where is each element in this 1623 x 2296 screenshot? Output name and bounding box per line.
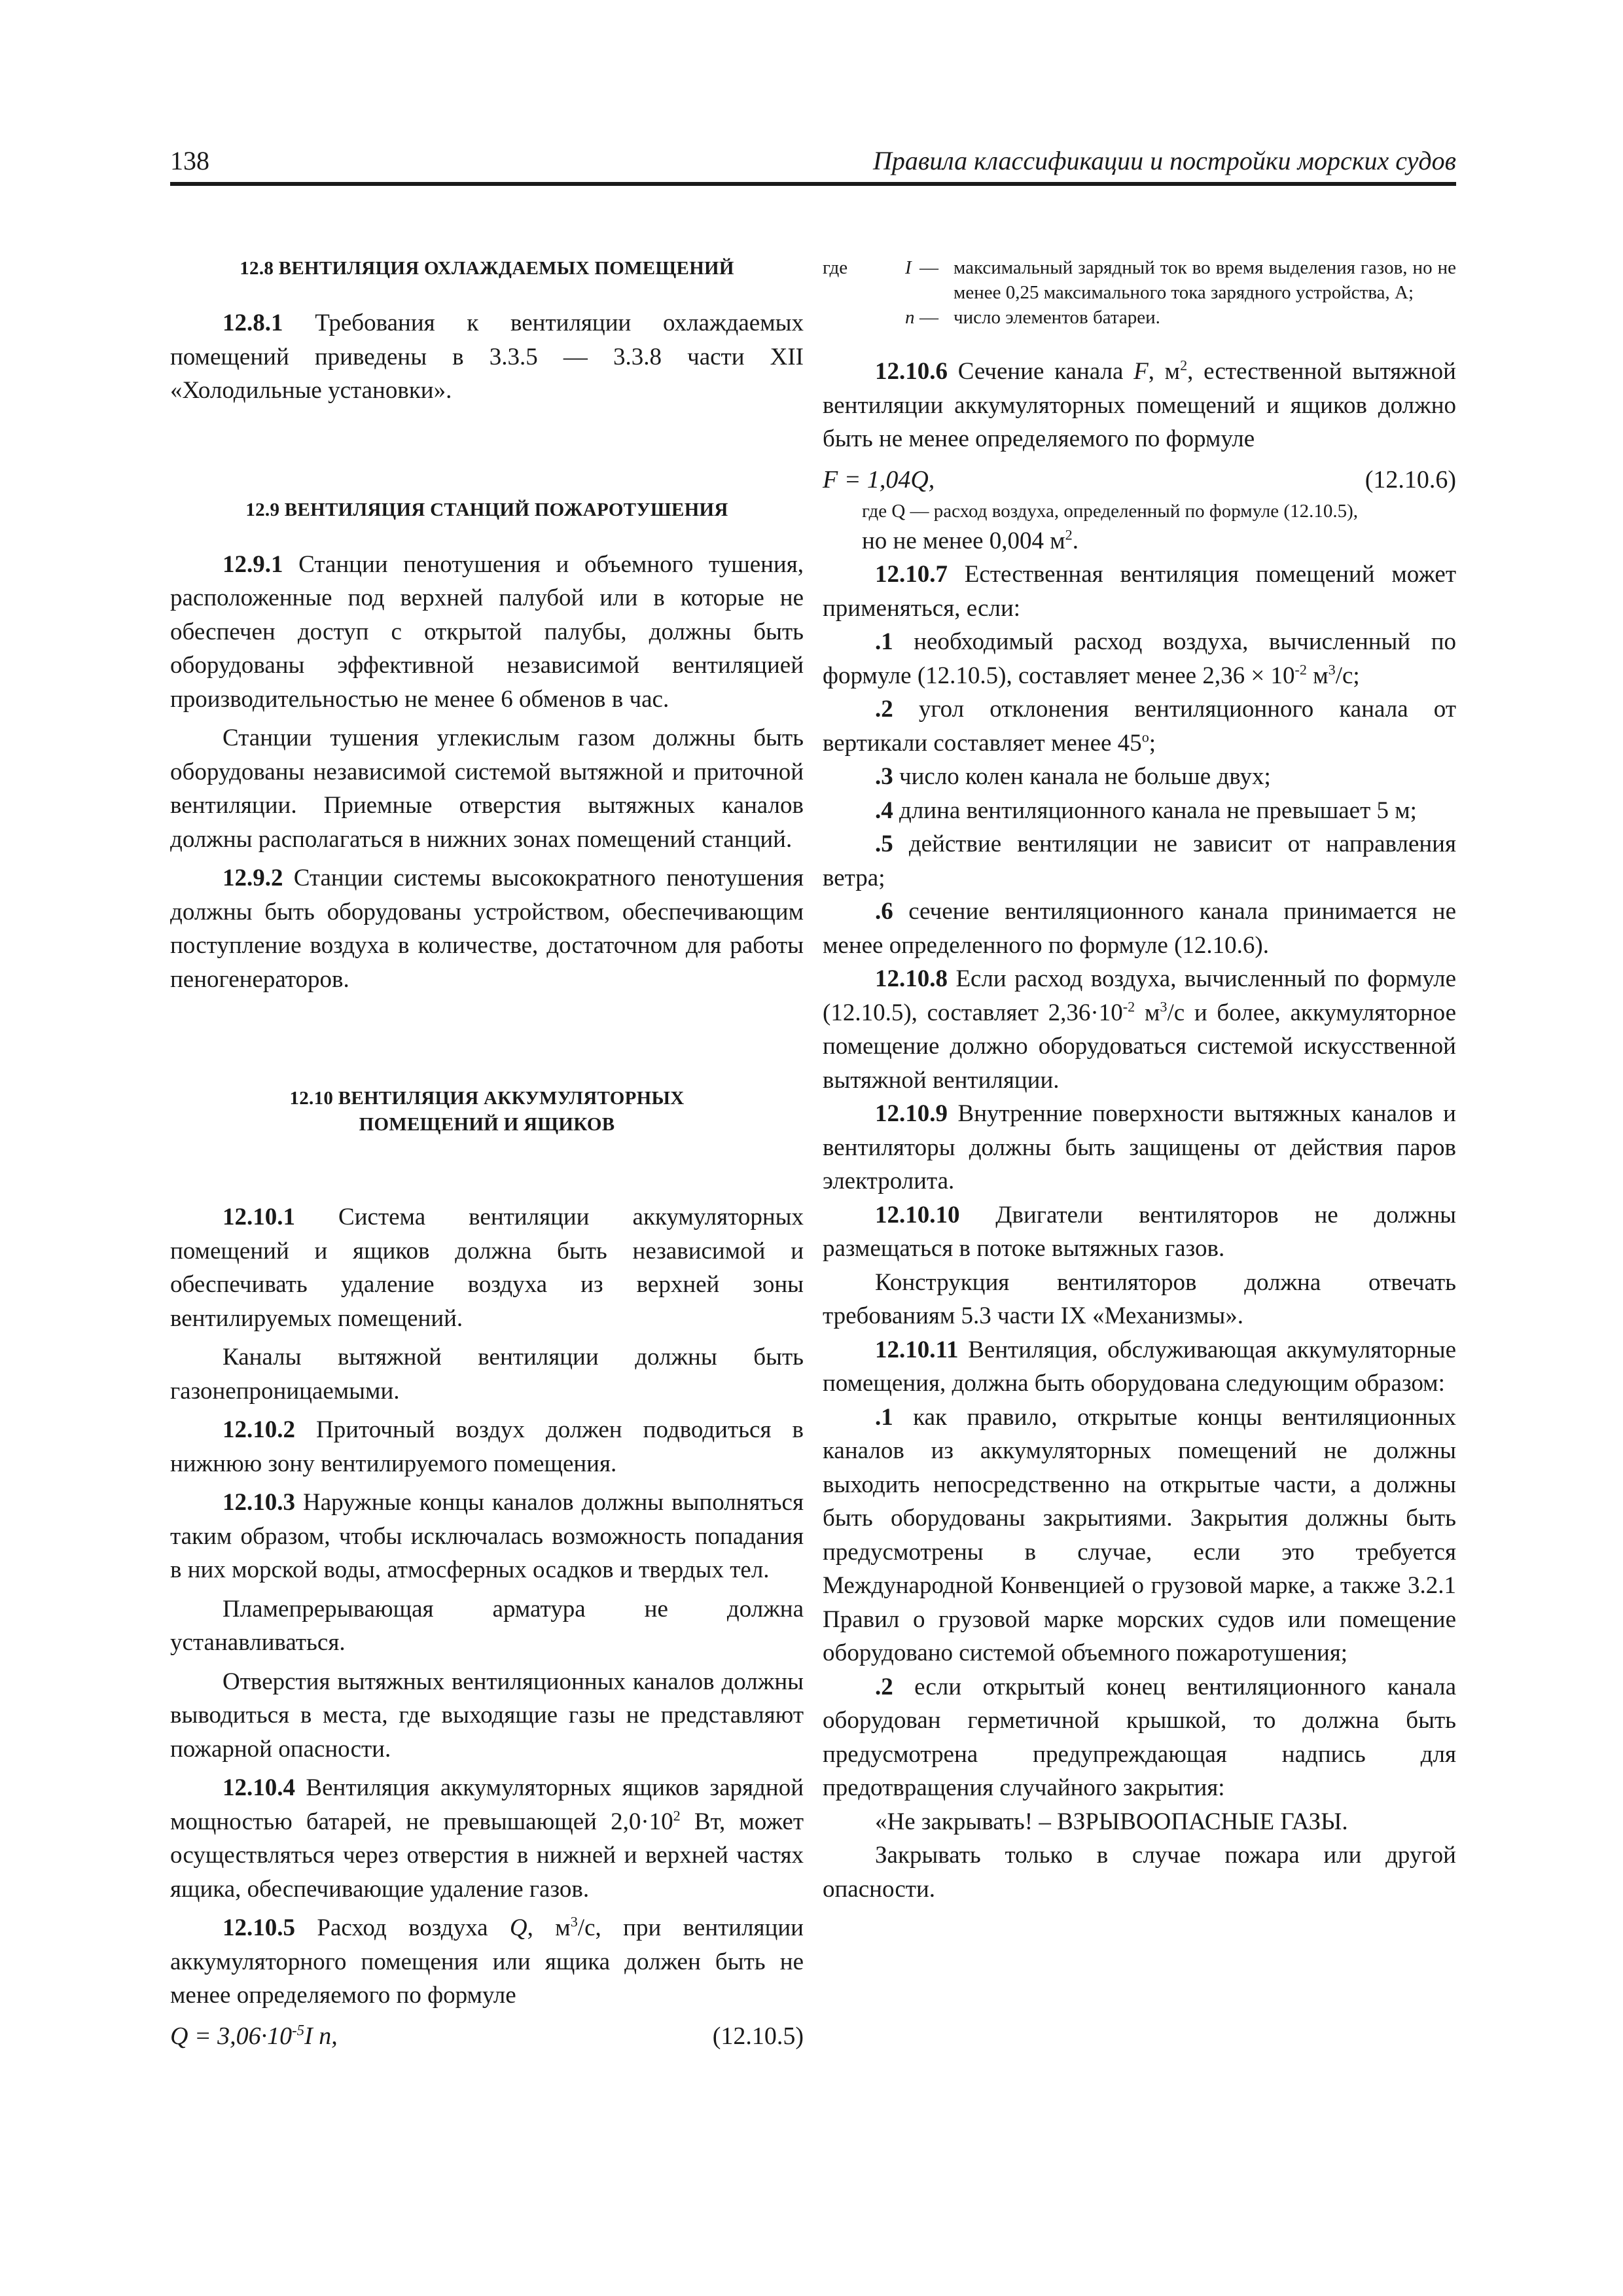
paragraph-12-10-8: 12.10.8 Если расход воздуха, вычисленный по формуле (12.10.5), составляет $2,36\cdot 10^{-2}$ $м^3/с$ и более, аккумуляторное помещение должно оборудоваться системой искусственной вытяжной вентиляции. xyxy=(823,965,1456,1094)
list-item-j1: .1 как правило, открытые концы вентиляционных каналов из аккумуляторных помещений не должны выходить непосредственно на открытые части, а должны быть оборудованы закрытиями. Закрытия должны быть предусмотрены в случае, если это требуется Международной Конвенцией о грузовой марке, а также 3.2.1 Правил о грузовой марке морских судов или помещение оборудовано системой объемного пожаротушения; xyxy=(823,1403,1456,1666)
paragraph-12-10-6: 12.10.6 Сечение канала F, $м^2$, естественной вытяжной вентиляции аккумуляторных помещений и ящиков должно быть не менее определяемого по формуле xyxy=(823,357,1456,452)
paragraph-12-9-1-b: Станции тушения углекислым газом должны быть оборудованы независимой системой вытяжной и приточной вентиляции. Приемные отверстия вытяжных каналов должны располагаться в нижних зонах помещений станций. xyxy=(170,725,804,853)
list-item-1: .1 необходимый расход воздуха, вычисленный по формуле (12.10.5), составляет менее $2,36 \times 10^{-2}$ $м^3/с$; xyxy=(823,628,1456,689)
formula-legend-q-cont: но не менее 0,004 $м^2$. xyxy=(862,526,1079,554)
formula-number: (12.10.6) xyxy=(1364,465,1456,493)
legend-row-n: n — число элементов батареи. xyxy=(905,307,1160,328)
legend-row-i: где I — максимальный зарядный ток во время выделения газов, но не менее 0,25 максимального тока зарядного устройства, А; xyxy=(823,257,1456,303)
clause-number: 12.10.3 xyxy=(223,1489,295,1516)
warning-quote-cont: Закрывать только в случае пожара или другой опасности. xyxy=(823,1842,1456,1903)
clause-number: 12.10.4 xyxy=(223,1774,295,1801)
list-item-j2: .2 если открытый конец вентиляционного канала оборудован герметичной крышкой, то должна быть предусмотрена предупреждающая надпись для предотвращения случайного закрытия: xyxy=(823,1673,1456,1801)
list-item-4: .4 длина вентиляционного канала не превышает 5 м; xyxy=(875,797,1417,824)
paragraph-12-10-9: 12.10.9 Внутренние поверхности вытяжных каналов и вентиляторы должны быть защищены от действия паров электролита. xyxy=(823,1100,1456,1194)
section-heading-12-9: 12.9 ВЕНТИЛЯЦИЯ СТАНЦИЙ ПОЖАРОТУШЕНИЯ xyxy=(245,499,728,520)
clause-number: 12.10.7 xyxy=(875,561,948,588)
clause-number: 12.9.1 xyxy=(223,550,283,578)
paragraph-12-10-2: 12.10.2 Приточный воздух должен подводиться в нижнюю зону вентилируемого помещения. xyxy=(170,1416,804,1477)
clause-number: 12.10.1 xyxy=(223,1204,295,1230)
formula-12-10-5: $Q = 3,06\cdot 10^{-5}I$ n, (12.10.5) xyxy=(170,2018,804,2054)
clause-number: 12.10.2 xyxy=(223,1416,295,1443)
paragraph-12-10-7: 12.10.7 Естественная вентиляция помещений может применяться, если: xyxy=(823,561,1456,622)
clause-number: 12.10.6 xyxy=(875,358,948,385)
clause-number: 12.8.1 xyxy=(223,310,283,336)
paragraph-12-10-1-b: Каналы вытяжной вентиляции должны быть газонепроницаемыми. xyxy=(170,1344,804,1405)
paragraph-12-10-3-b: Пламепрерывающая арматура не должна устанавливаться. xyxy=(170,1595,804,1656)
right-column xyxy=(823,255,1456,1906)
left-column xyxy=(170,255,804,2054)
clause-number: 12.9.2 xyxy=(223,865,283,891)
list-item-3: .3 число колен канала не больше двух; xyxy=(875,763,1271,790)
clause-number: 12.10.9 xyxy=(875,1100,948,1127)
paragraph-12-10-3-c: Отверстия вытяжных вентиляционных каналов должны выводиться в места, где выходящие газы не представляют пожарной опасности. xyxy=(170,1668,804,1763)
paragraph-12-9-2: 12.9.2 Станции системы высокократного пенотушения должны быть оборудованы устройством, обеспечивающим поступление воздуха в количестве, достаточном для работы пеногенераторов. xyxy=(170,865,804,993)
paragraph-12-10-11: 12.10.11 Вентиляция, обслуживающая аккумуляторные помещения, должна быть оборудована следующим образом: xyxy=(823,1336,1456,1397)
warning-quote: «Не закрывать! – ВЗРЫВООПАСНЫЕ ГАЗЫ. xyxy=(875,1808,1348,1835)
paragraph-12-10-4: 12.10.4 Вентиляция аккумуляторных ящиков зарядной мощностью батарей, не превышающей $2,0\cdot 10^2$ Вт, может осуществляться через отверстия в нижней и верхней частях ящика, обеспечивающие удаление газов. xyxy=(170,1774,804,1903)
list-item-5: .5 действие вентиляции не зависит от направления ветра; xyxy=(823,831,1456,891)
paragraph-12-10-3: 12.10.3 Наружные концы каналов должны выполняться таким образом, чтобы исключалась возможность попадания в них морской воды, атмосферных осадков и твердых тел. xyxy=(170,1489,804,1583)
formula-number: (12.10.5) xyxy=(712,2022,804,2050)
clause-number: 12.10.10 xyxy=(875,1201,960,1229)
section-heading-12-8: 12.8 ВЕНТИЛЯЦИЯ ОХЛАЖДАЕМЫХ ПОМЕЩЕНИЙ xyxy=(240,258,734,279)
page-number: 138 xyxy=(170,146,209,175)
clause-number: 12.10.8 xyxy=(875,965,948,992)
paragraph-12-8-1: 12.8.1 Требования к вентиляции охлаждаемых помещений приведены в 3.3.5 — 3.3.8 части XII «Холодильные установки». xyxy=(170,310,804,404)
formula-12-10-6: F = 1,04Q, (12.10.6) xyxy=(823,461,1456,498)
paragraph-12-9-1: 12.9.1 Станции пенотушения и объемного тушения, расположенные под верхней палубой или в которые не обеспечен доступ с открытой палубы, должны быть оборудованы эффективной независимой вентиляцией производительностью не менее 6 обменов в час. xyxy=(170,550,804,713)
paragraph-12-10-10-b: Конструкция вентиляторов должна отвечать требованиям 5.3 части IX «Механизмы». xyxy=(823,1268,1456,1329)
paragraph-12-10-10: 12.10.10 Двигатели вентиляторов не должны размещаться в потоке вытяжных газов. xyxy=(823,1201,1456,1262)
paragraph-12-10-1: 12.10.1 Система вентиляции аккумуляторных помещений и ящиков должна быть независимой и обеспечивать удаление воздуха из верхней зоны вентилируемых помещений. xyxy=(170,1204,804,1332)
clause-number: 12.10.5 xyxy=(223,1914,295,1941)
formula-legend-q: где Q — расход воздуха, определенный по формуле (12.10.5), xyxy=(862,500,1358,522)
page-header xyxy=(170,143,1456,186)
list-item-6: .6 сечение вентиляционного канала принимается не менее определенного по формуле (12.10.6). xyxy=(823,898,1456,959)
list-item-2: .2 угол отклонения вентиляционного канала от вертикали составляет менее 45$^o$; xyxy=(823,696,1456,757)
formula-legend xyxy=(823,255,1456,330)
clause-number: 12.10.11 xyxy=(875,1336,959,1363)
paragraph-12-10-5: 12.10.5 Расход воздуха Q, $м^3/с$, при вентиляции аккумуляторного помещения или ящика должен быть не менее определяемого по формуле xyxy=(170,1913,804,2009)
running-title: Правила классификации и постройки морских судов xyxy=(872,146,1456,175)
section-heading-12-10: 12.10 ВЕНТИЛЯЦИЯ АККУМУЛЯТОРНЫХ ПОМЕЩЕНИЙ И ЯЩИКОВ xyxy=(289,1088,685,1135)
